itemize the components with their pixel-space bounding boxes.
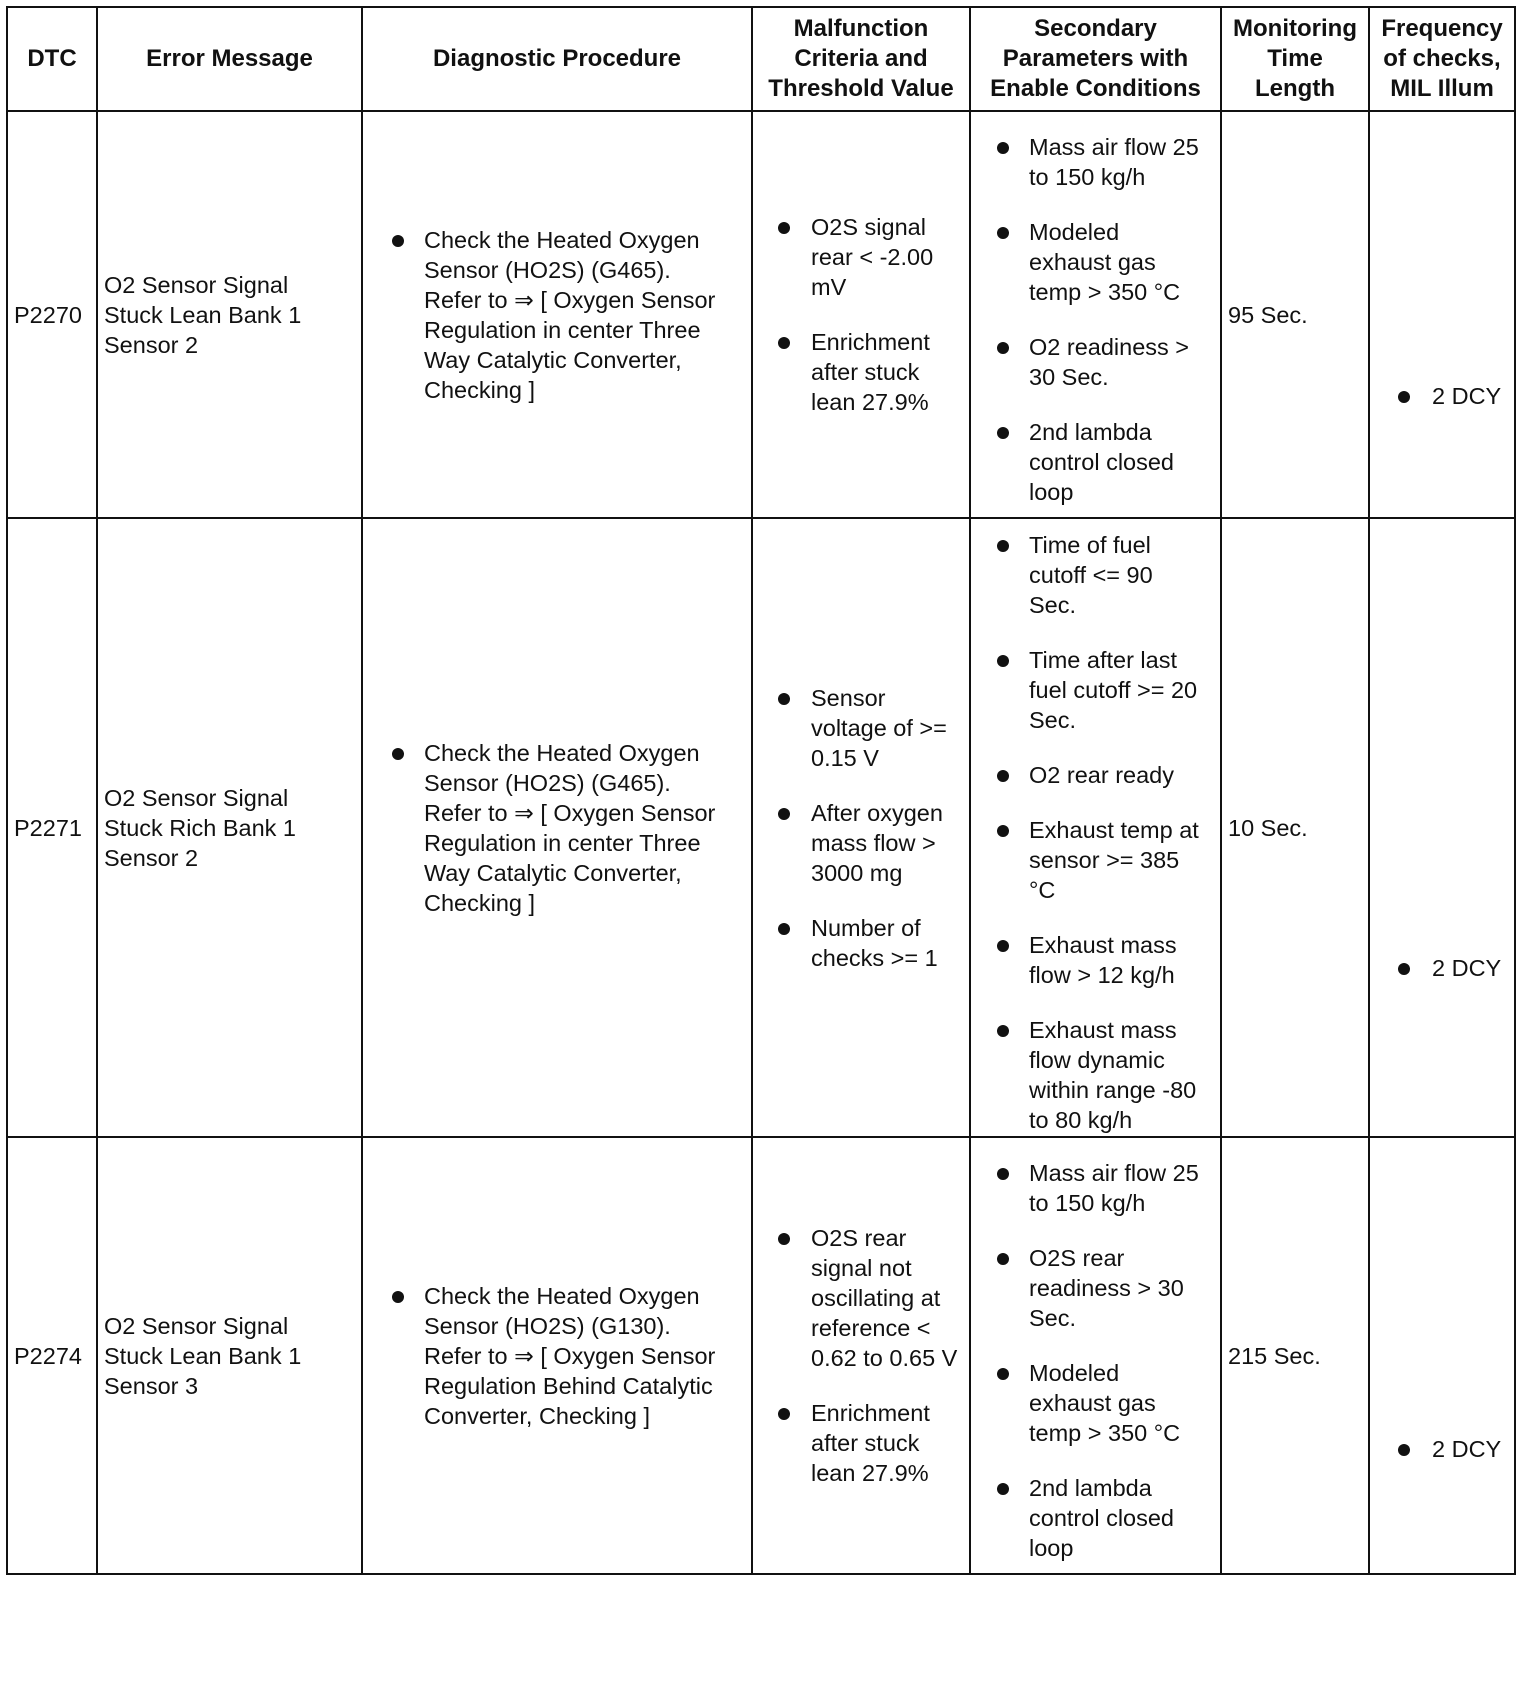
secondary-line: Sec. — [1029, 1305, 1077, 1331]
header-row — [7, 7, 1515, 111]
secondary-item — [977, 930, 1214, 990]
secondary-line: °C — [1029, 877, 1056, 903]
malfunction-item — [759, 798, 963, 888]
frequency-mil — [1369, 111, 1515, 518]
diagnostic-procedure — [362, 1137, 752, 1574]
secondary-item — [977, 1473, 1214, 1563]
malfunction-criteria — [752, 1137, 970, 1574]
header-dtc: DTC — [7, 7, 97, 111]
procedure-list — [369, 1281, 745, 1431]
secondary-line: cutoff <= 90 — [1029, 562, 1153, 588]
secondary-line: Sec. — [1029, 592, 1077, 618]
procedure-item — [369, 738, 745, 918]
procedure-line: Converter, Checking ] — [424, 1402, 650, 1429]
malfunction-item — [759, 1223, 963, 1373]
procedure-item — [369, 1281, 745, 1431]
secondary-line: 2nd lambda — [1029, 1475, 1152, 1501]
frequency-item: 2 DCY — [1376, 381, 1508, 411]
secondary-line: Modeled — [1029, 219, 1120, 245]
header-monitoring-time: Monitoring Time Length — [1221, 7, 1369, 111]
header-malfunction-criteria: Malfunction Criteria and Threshold Value — [752, 7, 970, 111]
malfunction-line: Number of — [811, 914, 921, 941]
error-message — [97, 518, 362, 1137]
secondary-line: to 80 kg/h — [1029, 1107, 1133, 1133]
secondary-line: Mass air flow 25 — [1029, 1160, 1199, 1186]
error-message-line: O2 Sensor Signal — [104, 271, 289, 298]
error-message-line: Stuck Lean Bank 1 — [104, 1342, 302, 1369]
malfunction-criteria — [752, 518, 970, 1137]
secondary-line: 30 Sec. — [1029, 364, 1109, 390]
procedure-line: Refer to ⇒ [ Oxygen Sensor — [424, 1342, 716, 1369]
secondary-item — [977, 760, 1214, 790]
malfunction-line: O2S signal — [811, 214, 926, 240]
procedure-item — [369, 225, 745, 405]
malfunction-list — [759, 212, 963, 417]
malfunction-line: 0.15 V — [811, 744, 879, 771]
secondary-list — [977, 1158, 1214, 1563]
procedure-line: Checking ] — [424, 889, 536, 916]
procedure-line: Check the Heated Oxygen — [424, 739, 700, 766]
secondary-item — [977, 645, 1214, 735]
procedure-list — [369, 738, 745, 918]
secondary-line: fuel cutoff >= 20 — [1029, 677, 1198, 703]
error-message-line: Stuck Lean Bank 1 — [104, 301, 302, 328]
secondary-item — [977, 217, 1214, 307]
malfunction-line: rear < -2.00 — [811, 244, 934, 270]
secondary-line: flow > 12 kg/h — [1029, 962, 1175, 988]
dtc-table — [6, 6, 1516, 1575]
malfunction-criteria — [752, 111, 970, 518]
header-diagnostic-procedure: Diagnostic Procedure — [362, 7, 752, 111]
procedure-line: Refer to ⇒ [ Oxygen Sensor — [424, 799, 716, 826]
secondary-line: Exhaust temp at — [1029, 817, 1199, 843]
malfunction-item — [759, 212, 963, 302]
diagnostic-procedure — [362, 111, 752, 518]
secondary-list — [977, 530, 1214, 1135]
header-frequency: Frequency of checks, MIL Illum — [1369, 7, 1515, 111]
header-error-message: Error Message — [97, 7, 362, 111]
secondary-item — [977, 1015, 1214, 1135]
error-message — [97, 111, 362, 518]
malfunction-line: signal not — [811, 1255, 912, 1281]
secondary-line: O2 rear ready — [1029, 762, 1174, 788]
malfunction-line: Enrichment — [811, 329, 930, 355]
frequency-list — [1376, 1434, 1508, 1464]
malfunction-line: lean 27.9% — [811, 389, 929, 415]
table-row — [7, 1137, 1515, 1574]
monitoring-time: 10 Sec. — [1221, 518, 1369, 1137]
malfunction-item — [759, 913, 963, 973]
error-message-line: Sensor 2 — [104, 331, 199, 358]
malfunction-line: after stuck — [811, 359, 920, 385]
procedure-line: Way Catalytic Converter, — [424, 859, 682, 886]
secondary-line: O2S rear — [1029, 1245, 1125, 1271]
frequency-item: 2 DCY — [1376, 1434, 1508, 1464]
dtc-code: P2270 — [7, 111, 97, 518]
secondary-line: sensor >= 385 — [1029, 847, 1180, 873]
malfunction-line: O2S rear — [811, 1225, 907, 1251]
secondary-line: readiness > 30 — [1029, 1275, 1184, 1301]
table-body — [7, 111, 1515, 1574]
secondary-line: Exhaust mass — [1029, 932, 1177, 958]
malfunction-line: 3000 mg — [811, 859, 903, 886]
malfunction-line: lean 27.9% — [811, 1460, 929, 1486]
secondary-line: Sec. — [1029, 707, 1077, 733]
malfunction-list — [759, 1223, 963, 1488]
malfunction-line: oscillating at — [811, 1285, 941, 1311]
frequency-list — [1376, 953, 1508, 983]
error-message-line: O2 Sensor Signal — [104, 784, 289, 811]
procedure-line: Way Catalytic Converter, — [424, 346, 682, 373]
table-row — [7, 518, 1515, 1137]
procedure-line: Checking ] — [424, 376, 536, 403]
secondary-line: to 150 kg/h — [1029, 1190, 1146, 1216]
secondary-item — [977, 417, 1214, 507]
procedure-list — [369, 225, 745, 405]
frequency-mil — [1369, 518, 1515, 1137]
secondary-line: exhaust gas — [1029, 249, 1156, 275]
secondary-line: O2 readiness > — [1029, 334, 1190, 360]
frequency-mil — [1369, 1137, 1515, 1574]
secondary-list — [977, 132, 1214, 507]
secondary-line: loop — [1029, 479, 1074, 505]
secondary-parameters — [970, 111, 1221, 518]
procedure-line: Regulation in center Three — [424, 316, 701, 343]
secondary-item — [977, 1243, 1214, 1333]
frequency-item: 2 DCY — [1376, 953, 1508, 983]
secondary-item — [977, 132, 1214, 192]
malfunction-item — [759, 327, 963, 417]
secondary-line: within range -80 — [1029, 1077, 1197, 1103]
error-message — [97, 1137, 362, 1574]
secondary-line: Time of fuel — [1029, 532, 1151, 558]
secondary-parameters — [970, 1137, 1221, 1574]
frequency-list — [1376, 381, 1508, 411]
malfunction-line: checks >= 1 — [811, 944, 938, 971]
dtc-code: P2271 — [7, 518, 97, 1137]
secondary-line: temp > 350 °C — [1029, 1420, 1181, 1446]
monitoring-time: 95 Sec. — [1221, 111, 1369, 518]
procedure-line: Regulation Behind Catalytic — [424, 1372, 713, 1399]
malfunction-item — [759, 683, 963, 773]
error-message-line: Sensor 3 — [104, 1372, 199, 1399]
secondary-line: flow dynamic — [1029, 1047, 1165, 1073]
malfunction-line: After oxygen — [811, 799, 943, 826]
header-secondary-parameters: Secondary Parameters with Enable Conditions — [970, 7, 1221, 111]
malfunction-line: mass flow > — [811, 829, 936, 856]
monitoring-time: 215 Sec. — [1221, 1137, 1369, 1574]
malfunction-line: 0.62 to 0.65 V — [811, 1345, 958, 1371]
secondary-line: loop — [1029, 1535, 1074, 1561]
secondary-item — [977, 815, 1214, 905]
secondary-item — [977, 1158, 1214, 1218]
procedure-line: Sensor (HO2S) (G465). — [424, 256, 671, 283]
diagnostic-procedure — [362, 518, 752, 1137]
secondary-line: to 150 kg/h — [1029, 164, 1146, 190]
malfunction-line: voltage of >= — [811, 714, 947, 741]
error-message-line: Sensor 2 — [104, 844, 199, 871]
secondary-line: 2nd lambda — [1029, 419, 1152, 445]
procedure-line: Check the Heated Oxygen — [424, 226, 700, 253]
secondary-line: control closed — [1029, 449, 1174, 475]
secondary-item — [977, 332, 1214, 392]
secondary-line: Modeled — [1029, 1360, 1120, 1386]
malfunction-line: after stuck — [811, 1430, 920, 1456]
malfunction-line: reference < — [811, 1315, 931, 1341]
error-message-line: Stuck Rich Bank 1 — [104, 814, 297, 841]
table-row — [7, 111, 1515, 518]
malfunction-item — [759, 1398, 963, 1488]
dtc-code: P2274 — [7, 1137, 97, 1574]
error-message-line: O2 Sensor Signal — [104, 1312, 289, 1339]
secondary-item — [977, 530, 1214, 620]
procedure-line: Refer to ⇒ [ Oxygen Sensor — [424, 286, 716, 313]
malfunction-line: mV — [811, 274, 847, 300]
procedure-line: Regulation in center Three — [424, 829, 701, 856]
secondary-line: exhaust gas — [1029, 1390, 1156, 1416]
secondary-line: control closed — [1029, 1505, 1174, 1531]
secondary-parameters — [970, 518, 1221, 1137]
malfunction-list — [759, 683, 963, 973]
malfunction-line: Enrichment — [811, 1400, 930, 1426]
secondary-line: Exhaust mass — [1029, 1017, 1177, 1043]
secondary-line: temp > 350 °C — [1029, 279, 1181, 305]
secondary-line: Time after last — [1029, 647, 1177, 673]
procedure-line: Sensor (HO2S) (G465). — [424, 769, 671, 796]
procedure-line: Sensor (HO2S) (G130). — [424, 1312, 671, 1339]
malfunction-line: Sensor — [811, 684, 886, 711]
procedure-line: Check the Heated Oxygen — [424, 1282, 700, 1309]
secondary-item — [977, 1358, 1214, 1448]
secondary-line: Mass air flow 25 — [1029, 134, 1199, 160]
